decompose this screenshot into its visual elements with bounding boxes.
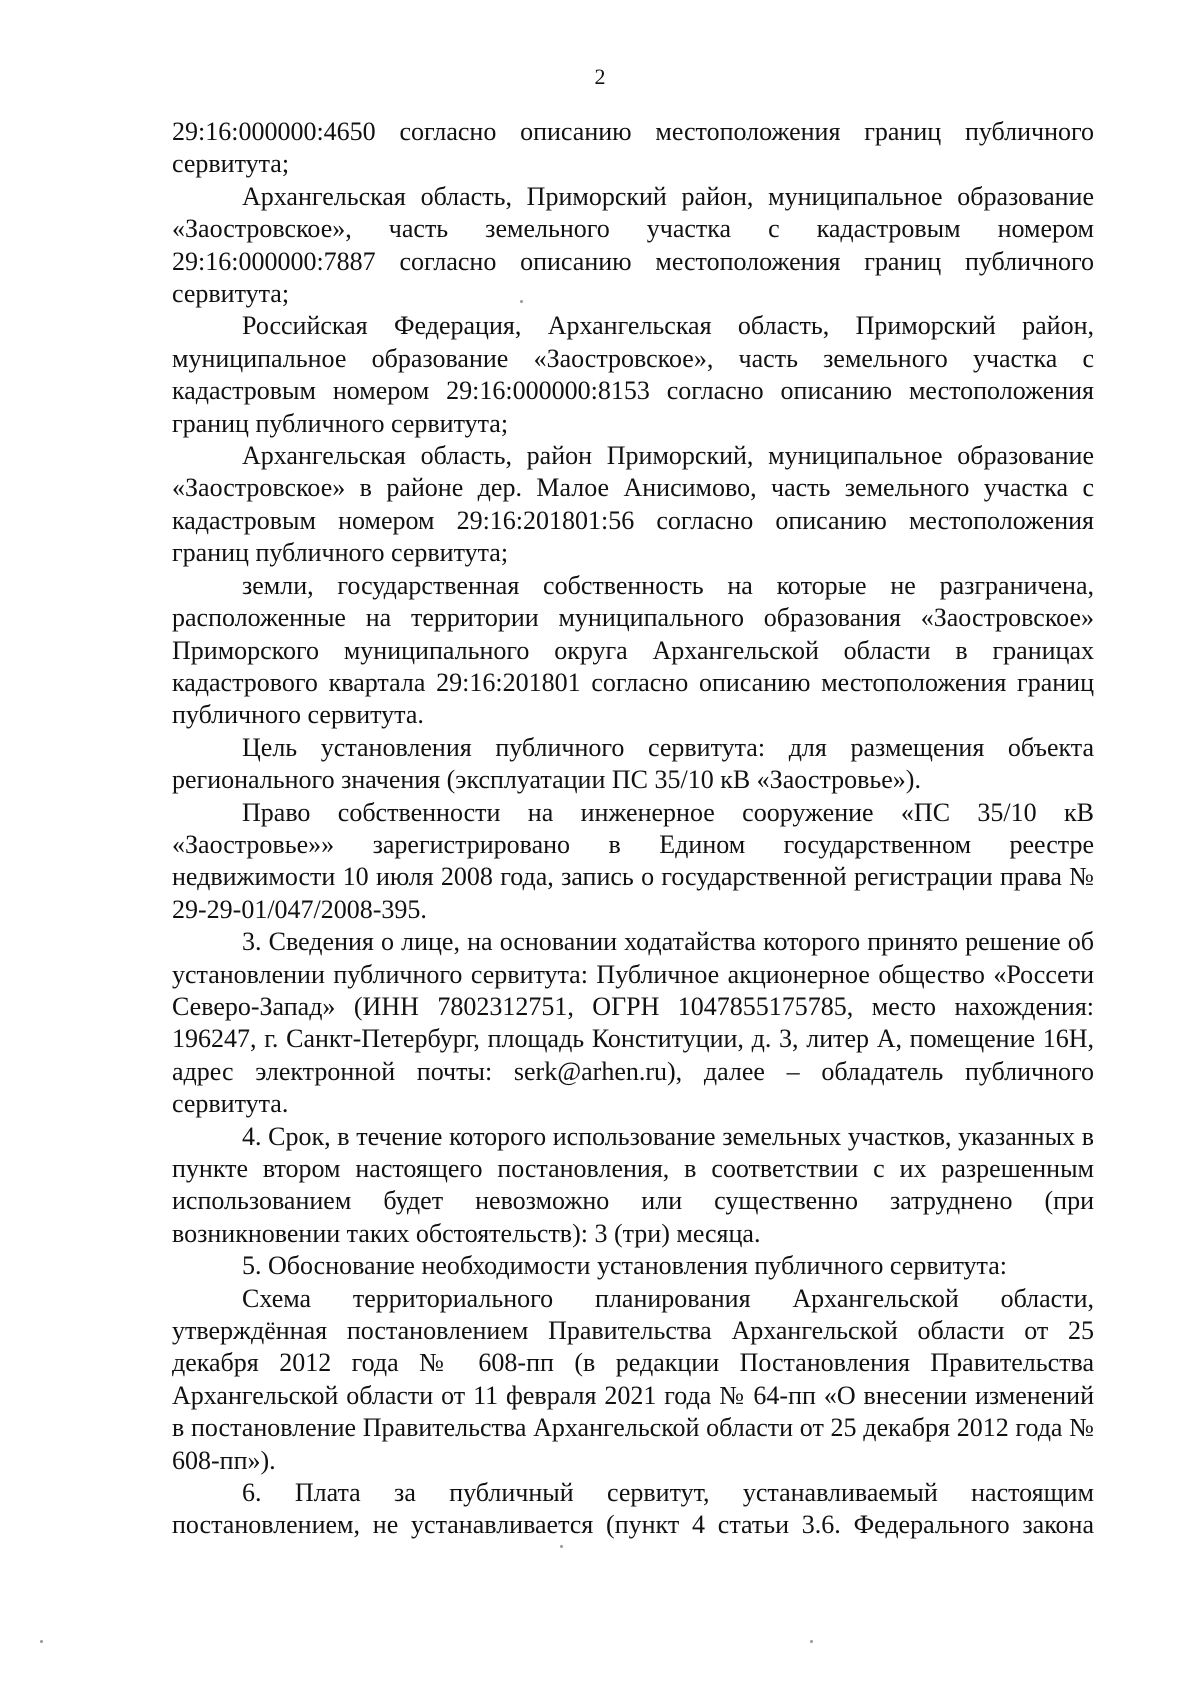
paragraph: земли, государственная собственность на которые не разграничена, расположенные на территории муниципального образования «Заостровское» Приморского муниципального округа Архангельской области в границах кадастрового квартала 29:16:201801 согласно описанию местоположения границ публичного сервитута. (172, 570, 1094, 730)
paragraph: Российская Федерация, Архангельская область, Приморский район, муниципальное образование «Заостровское», часть земельного участка с кадастровым номером 29:16:000000:8153 согласно описанию местоположения границ публичного сервитута; (172, 311, 1094, 438)
page-number: 2 (594, 64, 606, 89)
document-body (172, 116, 1094, 1542)
scan-speck (810, 1640, 813, 1643)
scan-speck (40, 1640, 43, 1643)
paragraph: Схема территориального планирования Архангельской области, утверждённая постановлением Правительства Архангельской области от 25 декабря 2012 года № 608-пп (в редакции Постановления Правительства Архангельской области от 11 февраля 2021 года № 64-пп «О внесении изменений в постановление Правительства Архангельской области от 25 декабря 2012 года № 608-пп»). (172, 1283, 1094, 1475)
scan-speck (520, 300, 523, 303)
section-6-paragraph: 6. Плата за публичный сервитут, устанавливаемый настоящим постановлением, не устанавливается (пункт 4 статьи 3.6. Федерального закона (172, 1478, 1094, 1540)
section-3-paragraph: 3. Сведения о лице, на основании ходатайства которого принято решение об установлении публичного сервитута: Публичное акционерное общество «Россети Северо-Запад» (ИНН 7802312751, ОГРН 1047855175785, место нахождения: 196247, г. Санкт-Петербург, площадь Конституции, д. 3, литер А, помещение 16Н, адрес электронной почты: serk@arhen.ru), далее – обладатель публичного сервитута. (172, 927, 1094, 1119)
section-5-heading: 5. Обоснование необходимости установления публичного сервитута: (242, 1251, 1007, 1281)
scan-speck (560, 1545, 563, 1548)
paragraph: Архангельская область, Приморский район, муниципальное образование «Заостровское», часть земельного участка с кадастровым номером 29:16:000000:7887 согласно описанию местоположения границ публичного сервитута; (172, 181, 1094, 309)
paragraph: Архангельская область, район Приморский, муниципальное образование «Заостровское» в районе дер. Малое Анисимово, часть земельного участка с кадастровым номером 29:16:201801:56 согласно описанию местоположения границ публичного сервитута; (172, 441, 1094, 568)
paragraph: Право собственности на инженерное сооружение «ПС 35/10 кВ «Заостровье»» зарегистрировано в Едином государственном реестре недвижимости 10 июля 2008 года, запись о государственной регистрации права № 29-29-01/047/2008-395. (172, 797, 1094, 924)
paragraph: Цель установления публичного сервитута: для размещения объекта регионального значения (эксплуатации ПС 35/10 кВ «Заостровье»). (172, 732, 1094, 795)
section-4-paragraph: 4. Срок, в течение которого использование земельных участков, указанных в пункте втором настоящего постановления, в соответствии с их разрешенным использованием будет невозможно или существенно затруднено (при возникновении таких обстоятельств): 3 (три) месяца. (172, 1121, 1094, 1248)
paragraph: 29:16:000000:4650 согласно описанию местоположения границ публичного сервитута; (172, 117, 1094, 179)
